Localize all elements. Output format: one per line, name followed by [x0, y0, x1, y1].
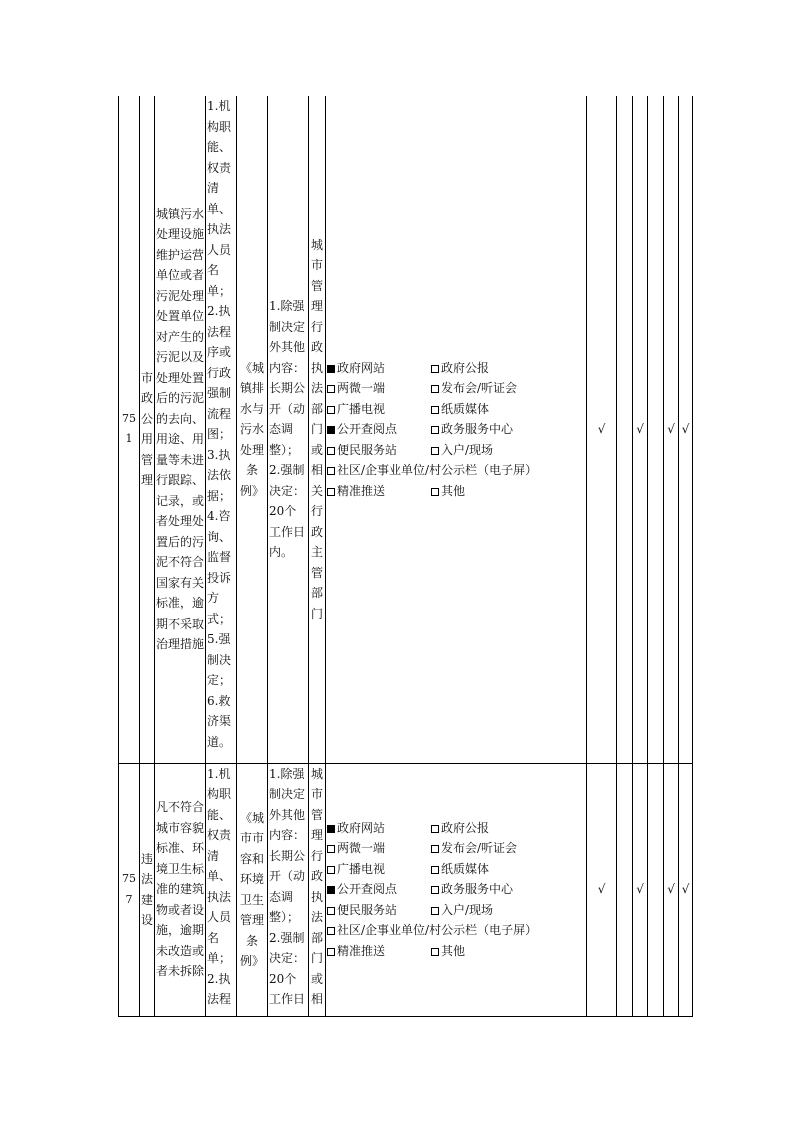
check-mark: √ — [633, 763, 648, 1016]
check-mark — [648, 763, 664, 1016]
checkbox-square-icon — [327, 845, 335, 853]
channel-option: 两微一端 — [327, 838, 431, 859]
filled-square-icon — [327, 825, 335, 833]
channel-line — [327, 419, 585, 440]
checkbox-square-icon — [327, 406, 335, 414]
checkbox-square-icon — [327, 927, 335, 935]
channel-option: 其他 — [431, 941, 465, 962]
checkbox-square-icon — [431, 907, 439, 915]
channel-line — [327, 378, 585, 399]
checkbox-square-icon — [431, 365, 439, 373]
violation-item-cell: 凡不符合城市容貌标准、环境卫生标准的建筑物或者设施，逾期未改造或者未拆除 — [155, 763, 206, 1016]
channel-option: 政务服务中心 — [431, 879, 513, 900]
channel-line — [327, 941, 585, 962]
check-mark: √ — [679, 96, 693, 763]
checkbox-square-icon — [431, 488, 439, 496]
channel-line — [327, 399, 585, 420]
checkbox-square-icon — [431, 886, 439, 894]
checkbox-square-icon — [431, 845, 439, 853]
category-cell: 违法建设 — [140, 763, 155, 1016]
check-mark: √ — [664, 96, 679, 763]
channel-option: 社区/企事业单位/村公示栏（电子屏） — [327, 920, 537, 941]
channel-option: 纸质媒体 — [431, 399, 489, 420]
row-number: 751 — [119, 96, 140, 763]
channel-option: 公开查阅点 — [327, 419, 431, 440]
checkbox-square-icon — [327, 385, 335, 393]
channel-line — [327, 920, 585, 941]
channel-option: 两微一端 — [327, 378, 431, 399]
channel-cell — [326, 763, 587, 1016]
time-limit-cell: 1.除强制决定外其他内容：长期公开（动态调整）；2.强制决定：20个工作日内。 — [268, 96, 309, 763]
channel-option: 纸质媒体 — [431, 859, 489, 880]
channel-line — [327, 460, 585, 481]
channel-option: 政府网站 — [327, 358, 431, 379]
channel-line — [327, 481, 585, 502]
disclosure-content-cell: 1.机构职能、权责清单、执法人员名单；2.执法程序或行政强制流程图；3.执法依据；4.咨询、监督投诉方式；5.强制决定；6.救济渠道。 — [206, 96, 237, 763]
checkbox-square-icon — [431, 426, 439, 434]
checkbox-square-icon — [327, 447, 335, 455]
checkbox-square-icon — [327, 948, 335, 956]
channel-option: 其他 — [431, 481, 465, 502]
filled-square-icon — [327, 426, 335, 434]
checkbox-square-icon — [431, 385, 439, 393]
check-mark — [617, 96, 633, 763]
checkbox-square-icon — [431, 447, 439, 455]
disclosure-content-cell: 1.机构职能、权责清单、执法人员名单；2.执法程 — [206, 763, 237, 1016]
filled-square-icon — [327, 365, 335, 373]
channel-option: 精准推送 — [327, 941, 431, 962]
subject-cell: 城市管理行政执法部门或相关行政主管部门 — [309, 96, 326, 763]
checkbox-square-icon — [431, 825, 439, 833]
checkbox-square-icon — [327, 907, 335, 915]
category-cell: 市政公用管理 — [140, 96, 155, 763]
check-mark: √ — [679, 763, 693, 1016]
filled-square-icon — [327, 886, 335, 894]
checkbox-square-icon — [431, 406, 439, 414]
checkbox-square-icon — [431, 948, 439, 956]
table-row — [119, 763, 693, 1016]
checkbox-square-icon — [327, 866, 335, 874]
channel-line — [327, 818, 585, 839]
channel-line — [327, 900, 585, 921]
row-number: 757 — [119, 763, 140, 1016]
channel-option: 政务服务中心 — [431, 419, 513, 440]
subject-cell: 城市管理行政执法部门或相 — [309, 763, 326, 1016]
legal-basis-cell: 《城市市容和环境卫生管理条例》 — [237, 763, 268, 1016]
legal-basis-cell: 《城镇排水与污水处理条例》 — [237, 96, 268, 763]
checkbox-square-icon — [431, 866, 439, 874]
channel-option: 广播电视 — [327, 859, 431, 880]
channel-cell — [326, 96, 587, 763]
channel-option: 政府公报 — [431, 358, 489, 379]
check-mark: √ — [633, 96, 648, 763]
check-mark: √ — [664, 763, 679, 1016]
channel-option: 精准推送 — [327, 481, 431, 502]
channel-line — [327, 859, 585, 880]
channel-line — [327, 358, 585, 379]
channel-line — [327, 879, 585, 900]
time-limit-cell: 1.除强制决定外其他内容：长期公开（动态调整）；2.强制决定：20个工作日 — [268, 763, 309, 1016]
check-mark: √ — [587, 96, 617, 763]
channel-option: 政府公报 — [431, 818, 489, 839]
check-mark — [617, 763, 633, 1016]
channel-option: 广播电视 — [327, 399, 431, 420]
channel-option: 便民服务站 — [327, 440, 431, 461]
channel-option: 发布会/听证会 — [431, 378, 517, 399]
channel-option: 入户/现场 — [431, 900, 493, 921]
channel-option: 政府网站 — [327, 818, 431, 839]
disclosure-table — [118, 96, 693, 1017]
channel-line — [327, 838, 585, 859]
channel-option: 公开查阅点 — [327, 879, 431, 900]
check-mark: √ — [587, 763, 617, 1016]
check-mark — [648, 96, 664, 763]
channel-option: 入户/现场 — [431, 440, 493, 461]
channel-option: 便民服务站 — [327, 900, 431, 921]
table-row — [119, 96, 693, 763]
channel-option: 社区/企事业单位/村公示栏（电子屏） — [327, 460, 537, 481]
channel-line — [327, 440, 585, 461]
channel-option: 发布会/听证会 — [431, 838, 517, 859]
violation-item-cell: 城镇污水处理设施维护运营单位或者污泥处理处置单位对产生的污泥以及处理处置后的污泥的去向、用途、用量等未进行跟踪、记录，或者处理处置后的污泥不符合国家有关标准，逾期不采取治理措施 — [155, 96, 206, 763]
checkbox-square-icon — [327, 467, 335, 475]
checkbox-square-icon — [327, 488, 335, 496]
